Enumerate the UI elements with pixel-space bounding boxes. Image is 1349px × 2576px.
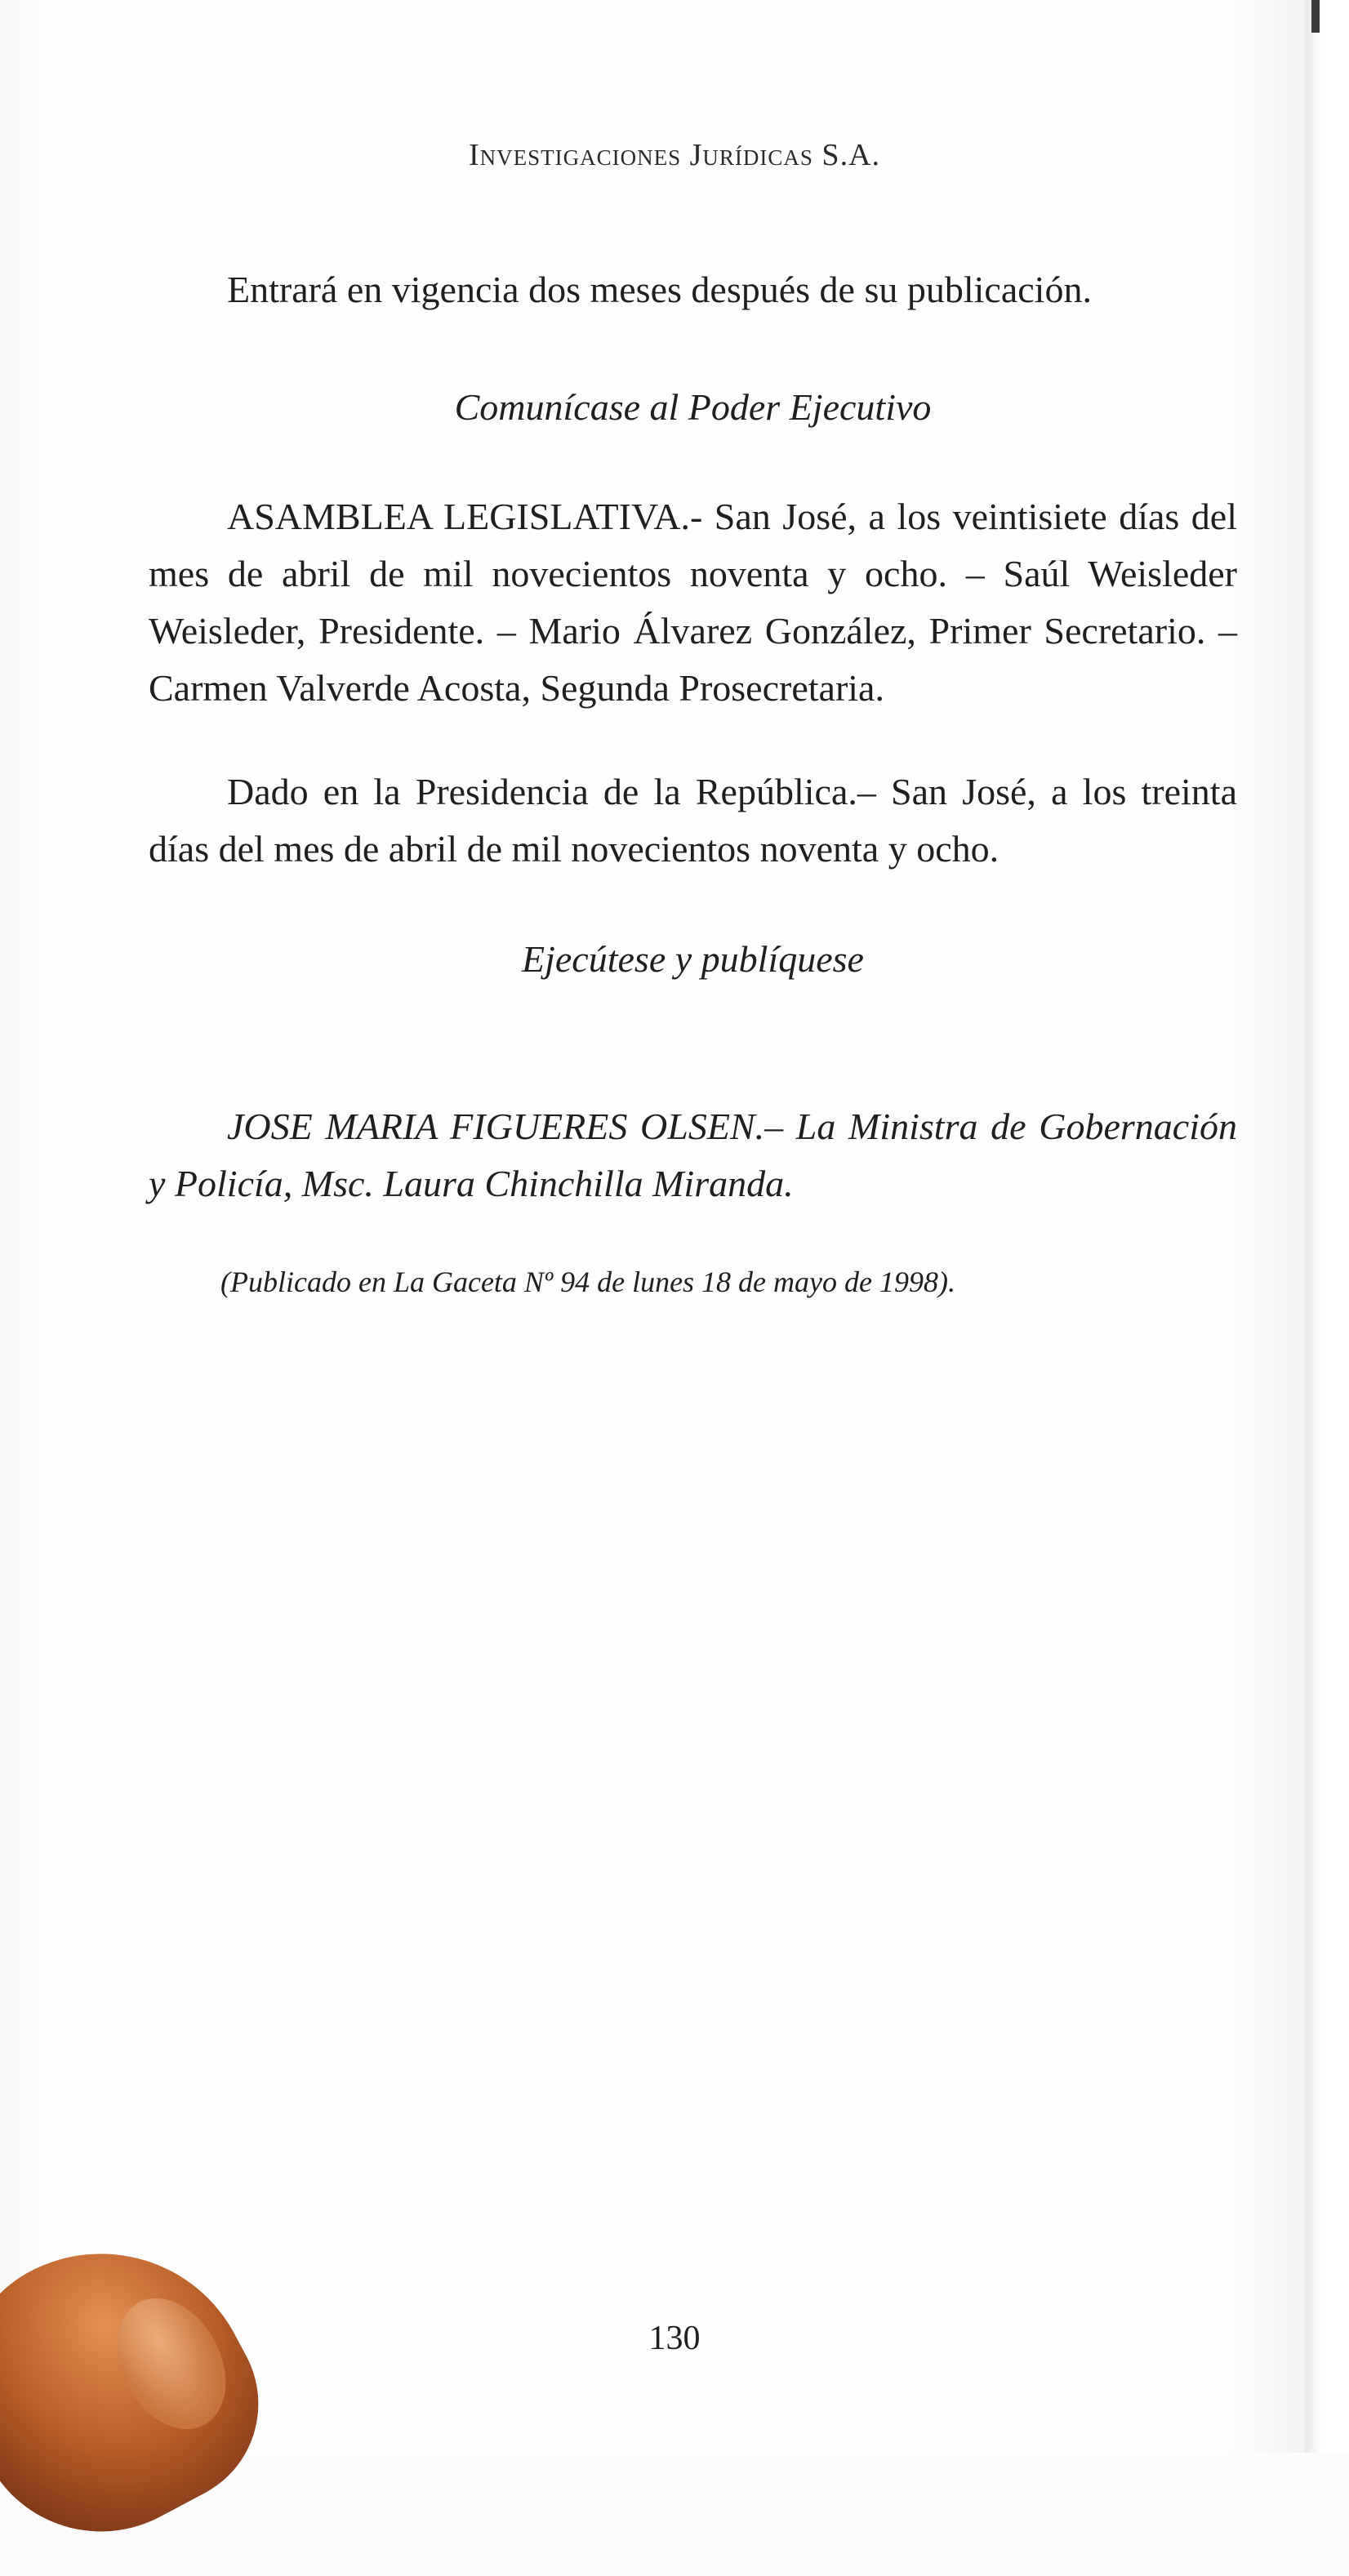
running-head: Investigaciones Jurídicas S.A. xyxy=(468,138,881,172)
paragraph-signatures: JOSE MARIA FIGUERES OLSEN.– La Ministra de Gobernación y Policía, Msc. Laura Chinchilla Miranda. xyxy=(149,1106,1237,1204)
page-edge xyxy=(1305,0,1349,2453)
heading-comunicase: Comunícase al Poder Ejecutivo xyxy=(454,386,932,428)
heading-ejecutese: Ejecútese y publíquese xyxy=(522,938,864,980)
paragraph-asamblea: ASAMBLEA LEGISLATIVA.- San José, a los veintisiete días del mes de abril de mil novecientos noventa y ocho. – Saúl Weisleder Weisleder, Presidente. – Mario Álvarez González, Primer Secretario. – Carmen Valverde Acosta, Segunda Prosecretaria. xyxy=(149,496,1237,709)
paragraph-vigencia: Entrará en vigencia dos meses después de su publicación. xyxy=(227,269,1092,310)
paragraph-dado: Dado en la Presidencia de la República.– San José, a los treinta días del mes de abril de mil novecientos noventa y ocho. xyxy=(149,771,1237,870)
page-number: 130 xyxy=(648,2320,701,2357)
publication-footnote: (Publicado en La Gaceta Nº 94 de lunes 18 de mayo de 1998). xyxy=(220,1266,955,1298)
page-edge-shadow xyxy=(1311,0,1320,33)
